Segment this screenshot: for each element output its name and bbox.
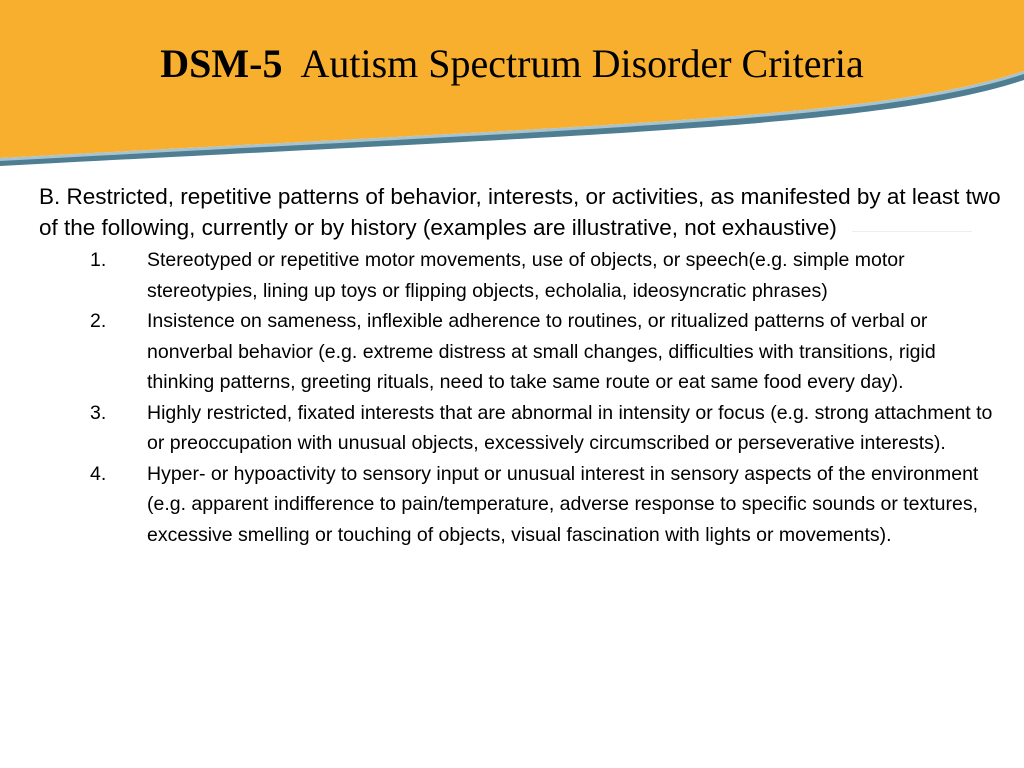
criteria-list — [39, 245, 1004, 550]
list-item — [39, 398, 1004, 459]
list-item — [39, 306, 1004, 398]
list-item-number: 3. — [90, 401, 107, 424]
list-item-text: Highly restricted, fixated interests that are abnormal in intensity or focus (e.g. strong attachment to or preoccupation with unusual objects, excessively circumscribed or perseverative interests). — [147, 401, 993, 454]
list-item-text: Hyper- or hypoactivity to sensory input or unusual interest in sensory aspects of the environment (e.g. apparent indifference to pain/temperature, adverse response to specific sounds or textures, excessive smelling or touching of objects, visual fascination with lights or movements). — [147, 462, 979, 546]
list-item-number: 4. — [90, 462, 107, 485]
criterion-b-intro: B. Restricted, repetitive patterns of behavior, interests, or activities, as manifested by at least two of the following, currently or by history (examples are illustrative, not exhaustive) — [39, 184, 1001, 240]
list-item-text: Stereotyped or repetitive motor movements, use of objects, or speech(e.g. simple motor stereotypies, lining up toys or flipping objects, echolalia, ideosyncratic phrases) — [147, 249, 905, 302]
list-item — [39, 245, 1004, 306]
list-item-number: 1. — [90, 249, 107, 271]
title-acronym: DSM-5 — [160, 41, 283, 86]
title-text: Autism Spectrum Disorder Criteria — [300, 41, 864, 86]
list-item — [39, 459, 1004, 551]
slide-title — [0, 42, 1024, 86]
list-item-number: 2. — [90, 310, 107, 332]
slide-body — [39, 181, 1004, 550]
header-banner — [0, 0, 1024, 180]
list-item-text: Insistence on sameness, inflexible adherence to routines, or ritualized patterns of verbal or nonverbal behavior (e.g. extreme distress at small changes, difficulties with transitions, rigid thinking patterns, greeting rituals, need to take same route or eat same food every day). — [147, 310, 936, 393]
